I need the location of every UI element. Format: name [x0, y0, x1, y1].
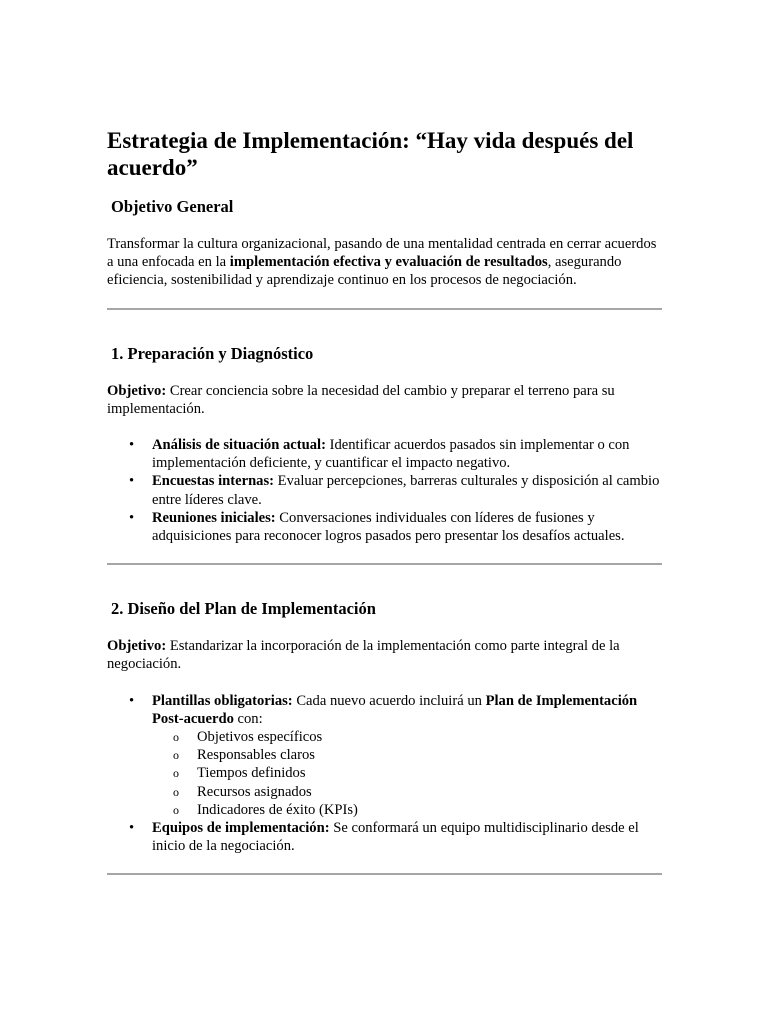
- list-item-label: Plantillas obligatorias:: [152, 692, 293, 709]
- sub-list-item: [152, 801, 661, 819]
- list-item-label: Reuniones iniciales:: [152, 509, 276, 526]
- list-item-text: Conversaciones individuales con líderes de fusiones y adquisiciones para reconocer logros pasados pero presentar los desafíos actuales.: [152, 509, 625, 545]
- document-title: Estrategia de Implementación: “Hay vida después del acuerdo”: [107, 128, 634, 180]
- sub-list-item-text: Objetivos específicos: [197, 729, 323, 746]
- general-text-part1: Transformar la cultura organizacional, pasando de una mentalidad centrada en cerrar acuerdos a una enfocada en la: [107, 236, 657, 271]
- bullet-icon: •: [129, 437, 135, 454]
- sub-list-item-text: Indicadores de éxito (KPIs): [197, 801, 358, 818]
- bullet-icon: •: [129, 509, 135, 526]
- circle-bullet-icon: o: [173, 730, 179, 745]
- general-objective-text: [107, 235, 661, 290]
- section2-objective-label: Objetivo:: [107, 638, 167, 655]
- list-item: [107, 436, 661, 472]
- circle-bullet-icon: o: [173, 784, 179, 799]
- sub-list-item-text: Recursos asignados: [197, 783, 312, 800]
- general-text-part2: , asegurando eficiencia, sostenibilidad y aprendizaje continuo en los procesos de negociación.: [107, 254, 622, 289]
- list-item-label: Encuestas internas:: [152, 473, 275, 490]
- list-item: [107, 692, 661, 819]
- section2-heading: 2. Diseño del Plan de Implementación: [111, 599, 376, 619]
- circle-bullet-icon: o: [173, 748, 179, 763]
- section1-objective: [107, 382, 661, 418]
- list-item-text: Cada nuevo acuerdo incluirá un: [292, 692, 486, 709]
- sub-list-item: [152, 764, 661, 782]
- section1-objective-text: Crear conciencia sobre la necesidad del cambio y preparar el terreno para su implementación.: [107, 382, 615, 417]
- circle-bullet-icon: o: [173, 766, 179, 781]
- section2-sublist: [152, 728, 661, 819]
- list-item-text: Identificar acuerdos pasados sin implementar o con implementación deficiente, y cuantificar el impacto negativo.: [152, 437, 630, 472]
- list-item: [107, 819, 661, 855]
- section1-list: [107, 436, 661, 545]
- list-item: [107, 472, 661, 508]
- sub-list-item: [152, 746, 661, 764]
- divider-3: [107, 873, 662, 875]
- list-item-text: Evaluar percepciones, barreras culturales y disposición al cambio entre líderes clave.: [152, 473, 660, 508]
- general-objective-heading: Objetivo General: [111, 197, 234, 216]
- section1-objective-label: Objetivo:: [107, 382, 167, 399]
- section2-objective: [107, 637, 661, 673]
- sub-list-item-text: Responsables claros: [197, 747, 315, 764]
- section2-list: [107, 692, 661, 856]
- divider-1: [107, 308, 662, 310]
- section2-objective-text: Estandarizar la incorporación de la implementación como parte integral de la negociación.: [107, 638, 620, 673]
- sub-list-item: [152, 728, 661, 746]
- list-item-label: Análisis de situación actual:: [152, 437, 326, 454]
- list-item-bold: Plan de Implementación Post-acuerdo: [152, 692, 638, 727]
- sub-list-item-text: Tiempos definidos: [197, 765, 306, 782]
- list-item-text: Se conformará un equipo multidisciplinario desde el inicio de la negociación.: [152, 820, 639, 855]
- list-item-text-end: con:: [233, 710, 263, 727]
- circle-bullet-icon: o: [173, 802, 179, 817]
- sub-list-item: [152, 783, 661, 801]
- bullet-icon: •: [129, 473, 135, 490]
- section1-heading: 1. Preparación y Diagnóstico: [111, 343, 314, 363]
- general-text-bold: implementación efectiva y evaluación de resultados: [229, 254, 548, 271]
- list-item: [107, 509, 661, 545]
- list-item-label: Equipos de implementación:: [152, 820, 330, 837]
- bullet-icon: •: [129, 692, 135, 709]
- divider-2: [107, 563, 662, 565]
- bullet-icon: •: [129, 820, 135, 837]
